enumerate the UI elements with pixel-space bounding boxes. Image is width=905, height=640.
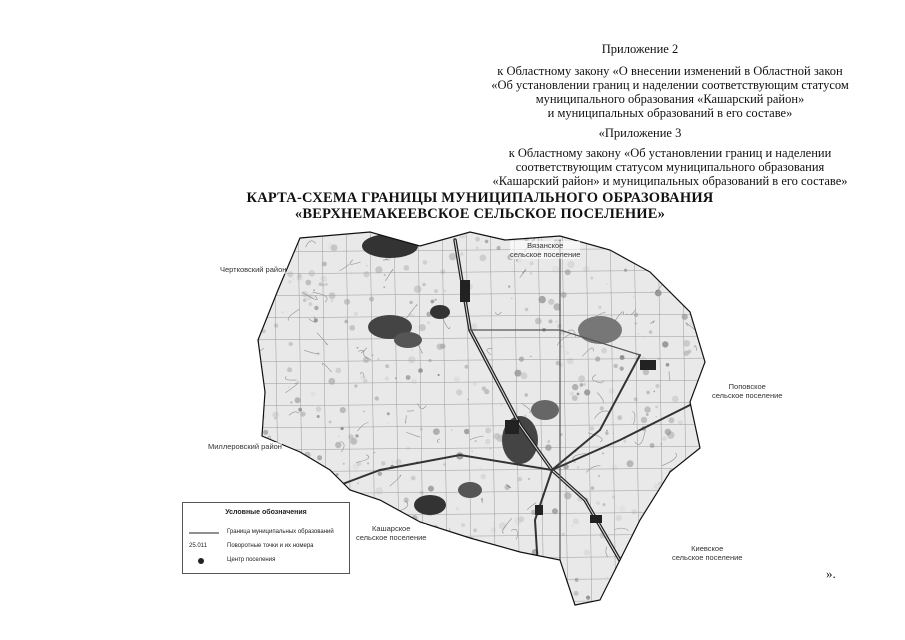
legend-label: Поворотные точки и их номера xyxy=(227,543,314,549)
legend-item-points xyxy=(189,543,343,551)
district-label-kievskoe xyxy=(672,544,742,562)
point-number-icon: 25.011 xyxy=(189,543,207,549)
closing-quote: ». xyxy=(826,566,836,581)
district-label-line: сельское поселение xyxy=(672,553,743,562)
district-label-line: сельское поселение xyxy=(356,533,427,542)
district-label-line: Киевское xyxy=(691,544,724,553)
appendix3-line: «Кашарский район» и муниципальных образований в его составе» xyxy=(492,174,848,188)
map-legend xyxy=(182,502,350,574)
legend-label: Центр поселения xyxy=(227,557,276,563)
appendix2-line: и муниципальных образований в его составе» xyxy=(547,106,793,120)
map-title-line2: «ВЕРХНЕМАКЕЕВСКОЕ СЕЛЬСКОЕ ПОСЕЛЕНИЕ» xyxy=(294,206,666,222)
appendix3-title: «Приложение 3 xyxy=(598,126,682,140)
appendix2-line: «Об установлении границ и наделении соответствующим статусом xyxy=(491,78,849,92)
district-label-millerovsky: Миллеровский район xyxy=(208,442,282,451)
district-label-popovskoe xyxy=(712,382,782,400)
district-label-line: сельское поселение xyxy=(510,250,581,259)
settlement-center-icon xyxy=(189,557,219,565)
district-label-line: сельское поселение xyxy=(712,391,783,400)
appendix2-line: муниципального образования «Кашарский район» xyxy=(535,92,805,106)
appendix2-line: к Областному закону «О внесении изменений в Областной закон xyxy=(497,64,843,78)
district-label-line: Вязанское xyxy=(527,241,564,250)
district-label-vyazanskoe xyxy=(510,241,580,259)
appendix2-title: Приложение 2 xyxy=(601,42,679,56)
district-label-line: Кашарское xyxy=(372,524,411,533)
district-label-chertkovsky: Чертковский район xyxy=(220,265,287,274)
legend-title: Условные обозначения xyxy=(225,509,307,516)
appendix3-line: к Областному закону «Об установлении границ и наделении xyxy=(508,146,832,160)
boundary-line-icon xyxy=(189,529,219,537)
district-label-line: Поповское xyxy=(728,382,766,391)
legend-item-center xyxy=(189,557,343,565)
appendix3-line: соответствующим статусом муниципального образования xyxy=(515,160,825,174)
map-title-line1: КАРТА-СХЕМА ГРАНИЦЫ МУНИЦИПАЛЬНОГО ОБРАЗОВАНИЯ xyxy=(246,190,714,206)
legend-item-boundary xyxy=(189,529,343,537)
legend-label: Граница муниципальных образований xyxy=(227,529,334,535)
district-label-kasharskoe xyxy=(356,524,426,542)
